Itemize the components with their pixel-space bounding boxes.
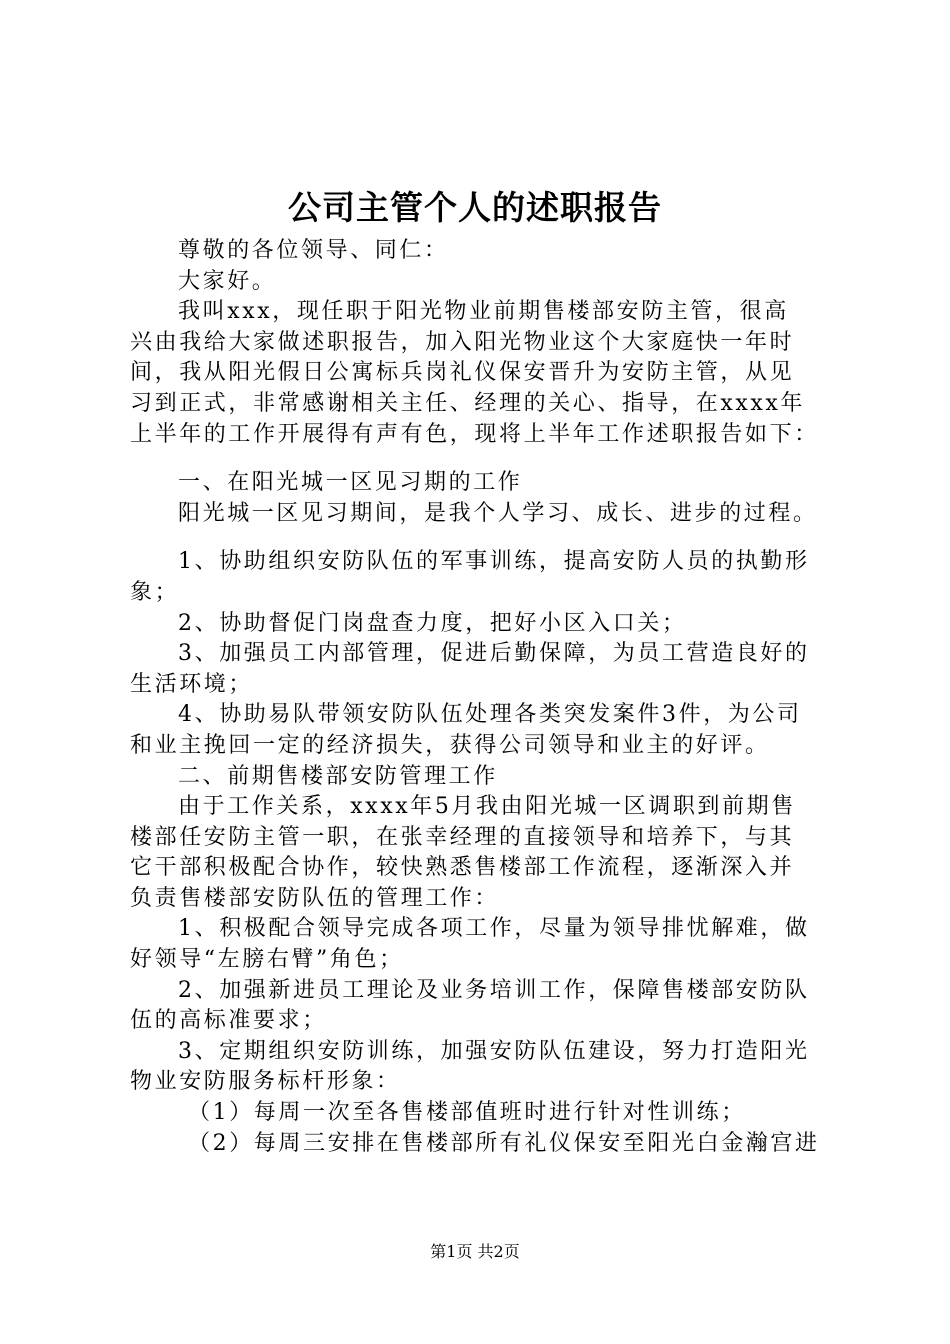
list-item: 2、协助督促门岗盘查力度，把好小区入口关； xyxy=(178,610,687,636)
text-line: 生活环境； xyxy=(130,671,254,697)
list-item: 4、协助易队带领安防队伍处理各类突发案件3件，为公司 xyxy=(178,702,802,728)
text-line: 楼部任安防主管一职，在张幸经理的直接领导和培养下，与其 xyxy=(130,824,795,850)
list-item: 1、积极配合领导完成各项工作，尽量为领导排忧解难，做 xyxy=(178,916,810,942)
text-line: 物业安防服务标杆形象： xyxy=(130,1069,401,1095)
text-line: 象； xyxy=(130,579,180,605)
text-line: 上半年的工作开展得有声有色，现将上半年工作述职报告如下： xyxy=(130,421,819,447)
sub-list-item: （2）每周三安排在售楼部所有礼仪保安至阳光白金瀚宫进 xyxy=(188,1130,820,1156)
document-body xyxy=(130,236,830,1159)
text-line: 伍的高标准要求； xyxy=(130,1008,327,1034)
text-line: 我叫xxx，现任职于阳光物业前期售楼部安防主管，很高 xyxy=(178,299,789,325)
sub-list-item: （1）每周一次至各售楼部值班时进行针对性训练； xyxy=(188,1100,746,1126)
text-line: 习到正式，非常感谢相关主任、经理的关心、指导，在xxxx年 xyxy=(130,390,806,416)
text-line: 它干部积极配合协作，较快熟悉售楼部工作流程，逐渐深入并 xyxy=(130,855,795,881)
section-heading: 二、前期售楼部安防管理工作 xyxy=(178,763,498,789)
text-line: 大家好。 xyxy=(178,268,277,294)
text-line: 由于工作关系，xxxx年5月我由阳光城一区调职到前期售 xyxy=(178,794,796,820)
list-item: 3、定期组织安防训练，加强安防队伍建设，努力打造阳光 xyxy=(178,1038,810,1064)
list-item: 3、加强员工内部管理，促进后勤保障，为员工营造良好的 xyxy=(178,641,810,667)
text-line: 尊敬的各位领导、同仁： xyxy=(178,238,449,263)
list-item: 1、协助组织安防队伍的军事训练，提高安防人员的执勤形 xyxy=(178,549,810,575)
text-line: 兴由我给大家做述职报告，加入阳光物业这个大家庭快一年时 xyxy=(130,329,795,355)
text-line: 负责售楼部安防队伍的管理工作： xyxy=(130,885,500,911)
text-line: 间，我从阳光假日公寓标兵岗礼仪保安晋升为安防主管，从见 xyxy=(130,360,795,386)
text-line: 好领导“左膀右臂”角色； xyxy=(130,947,404,973)
text-line: 阳光城一区见习期间，是我个人学习、成长、进步的过程。 xyxy=(178,500,818,526)
section-heading: 一、在阳光城一区见习期的工作 xyxy=(178,470,523,496)
page-footer: 第1页 共2页 xyxy=(430,1242,520,1261)
text-line: 和业主挽回一定的经济损失，获得公司领导和业主的好评。 xyxy=(130,732,770,758)
document-title: 公司主管个人的述职报告 xyxy=(288,188,662,227)
list-item: 2、加强新进员工理论及业务培训工作，保障售楼部安防队 xyxy=(178,977,810,1003)
